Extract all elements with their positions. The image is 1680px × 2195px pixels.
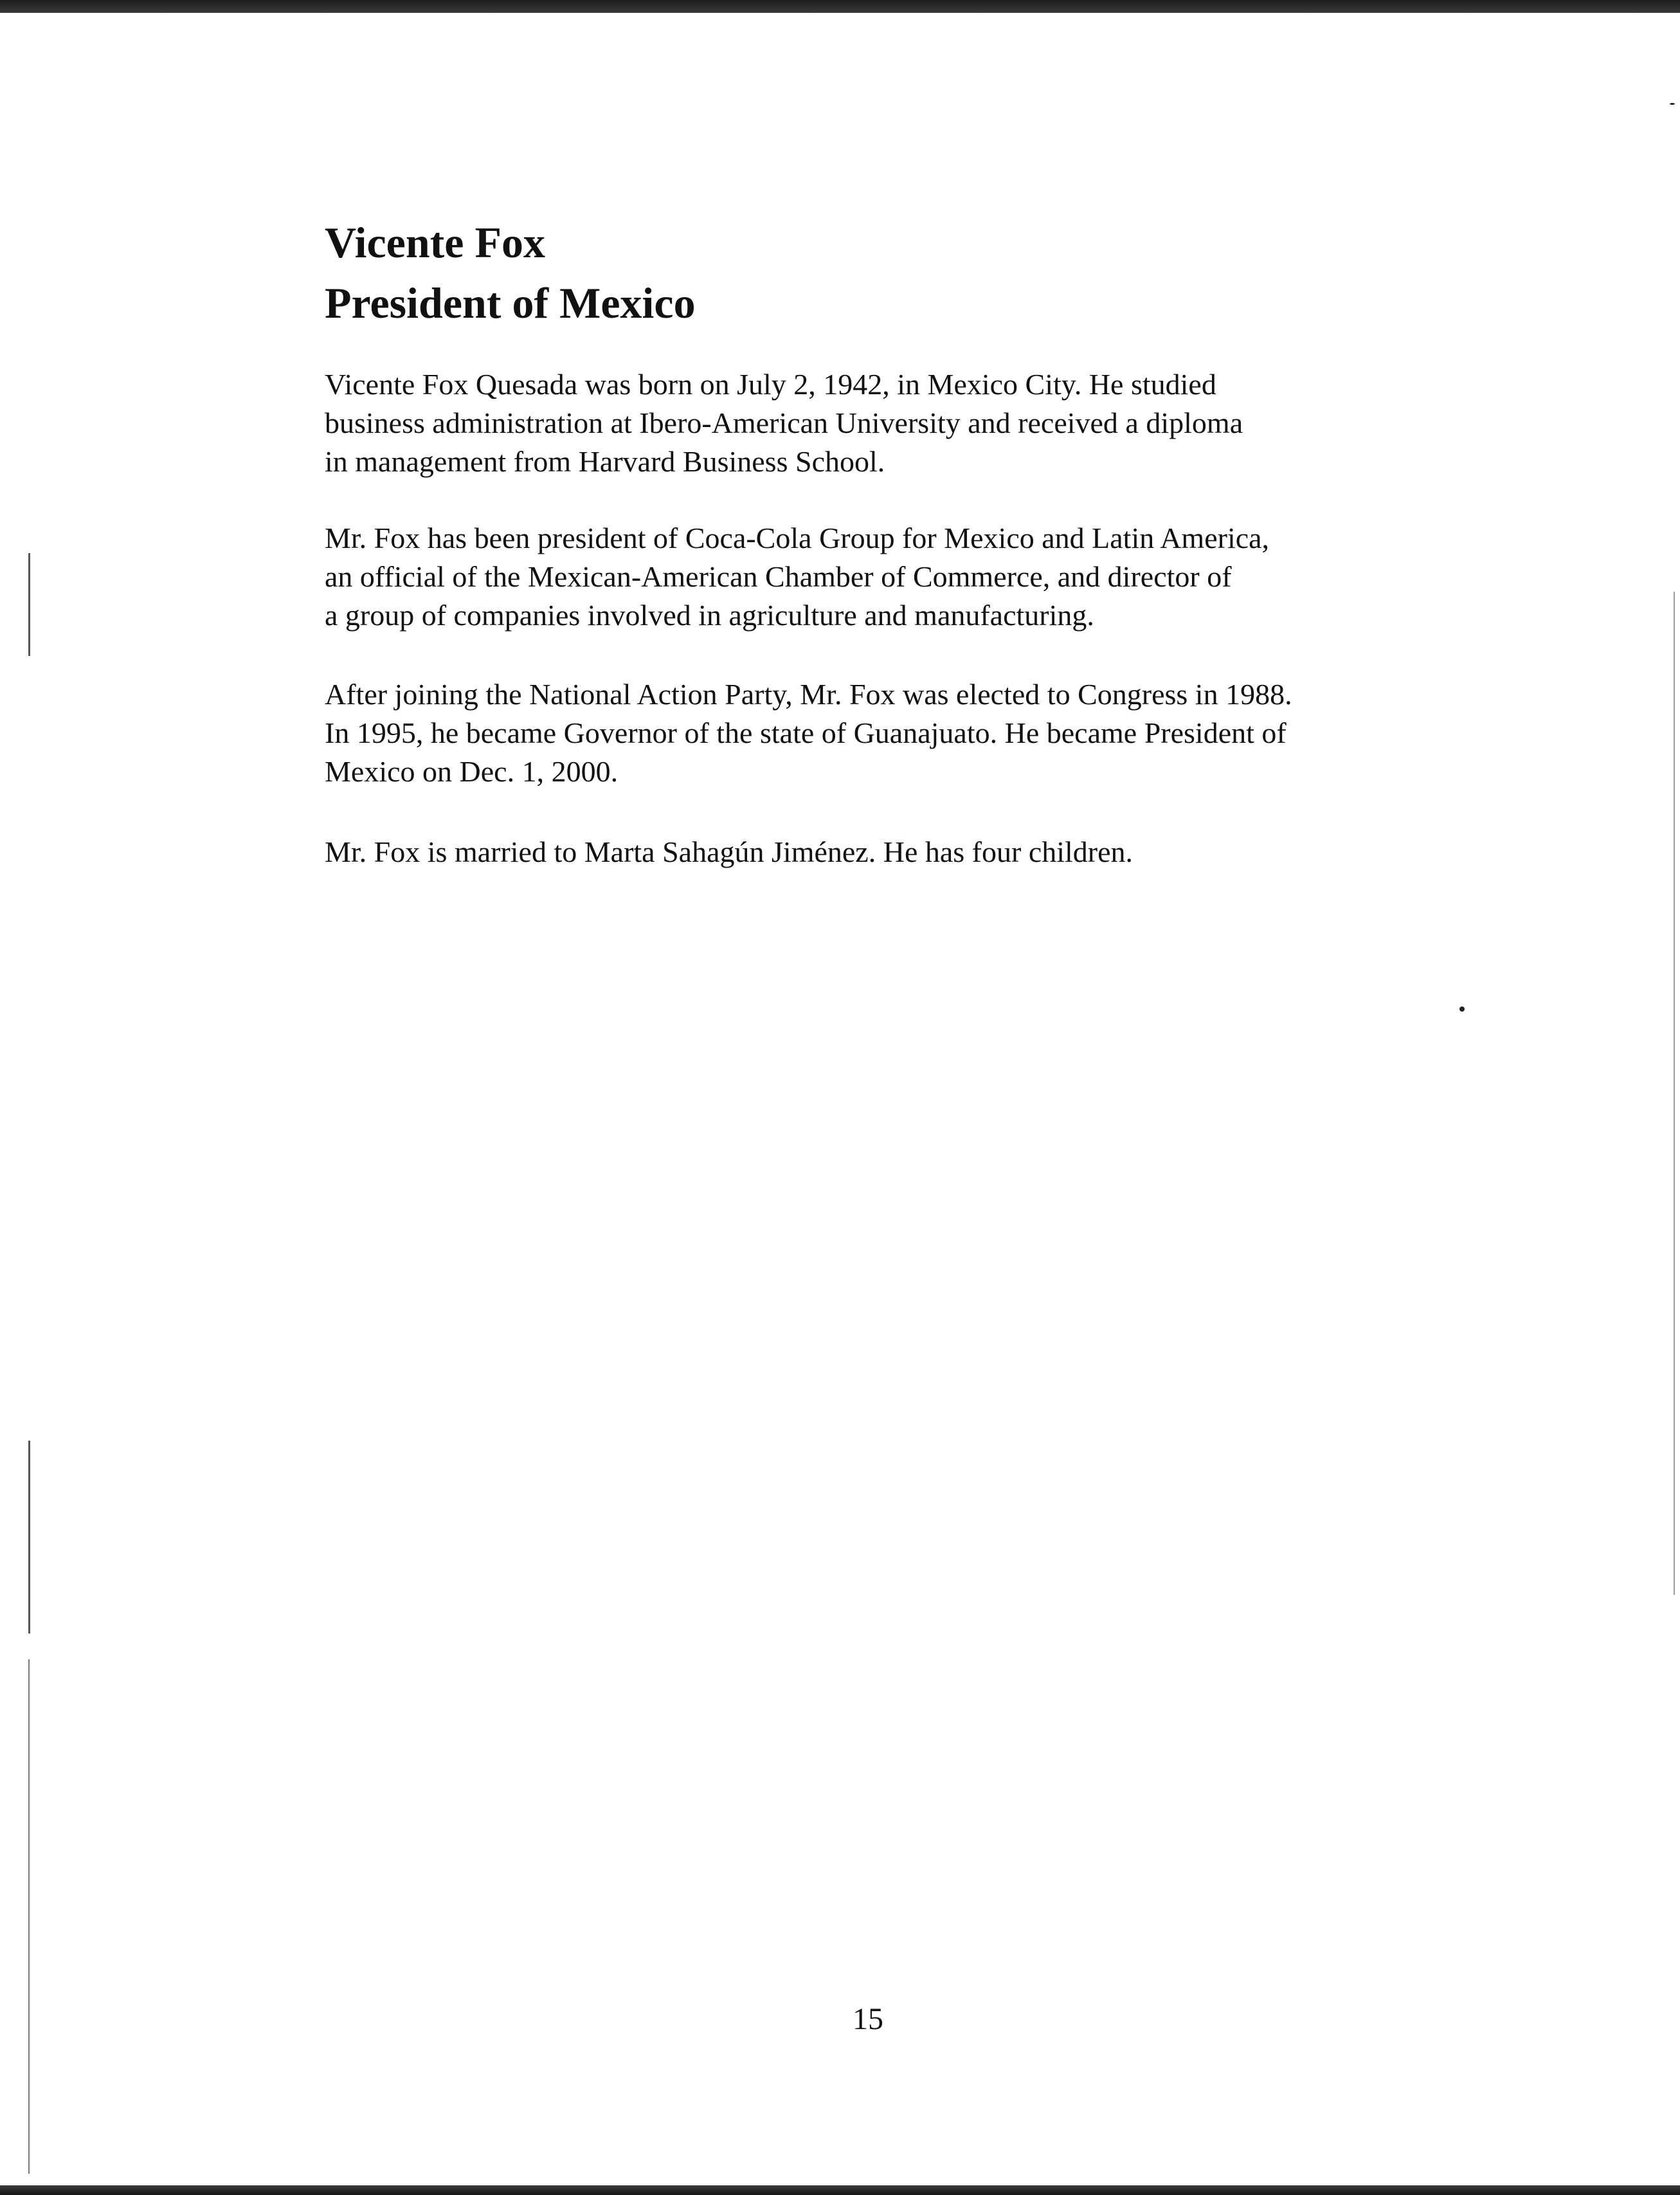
title-role: President of Mexico: [325, 278, 696, 327]
scan-speck: [1670, 103, 1675, 105]
title-name: Vicente Fox: [325, 218, 546, 267]
scan-edge-mark: [1674, 592, 1675, 1595]
paragraph-line: In 1995, he became Governor of the state of Guanajuato. He became President of: [325, 716, 1287, 749]
scan-border-bottom: [0, 2185, 1680, 2195]
paragraph-line: business administration at Ibero-American University and received a diploma: [325, 406, 1243, 439]
paragraph-line: Mr. Fox is married to Marta Sahagún Jiménez. He has four children.: [325, 835, 1134, 868]
scan-speck: [1459, 1006, 1465, 1012]
paragraph-family: [325, 833, 1133, 871]
scan-edge-mark: [28, 1659, 30, 2174]
paragraph-education: [325, 365, 1243, 481]
paragraph-line: in management from Harvard Business School.: [325, 445, 885, 478]
paragraph-political-career: [325, 675, 1292, 791]
scan-border-top: [0, 0, 1680, 13]
document-title: [325, 212, 696, 333]
paragraph-line: Mexico on Dec. 1, 2000.: [325, 755, 619, 788]
paragraph-line: After joining the National Action Party, Mr. Fox was elected to Congress in 1988.: [325, 678, 1292, 711]
paragraph-line: an official of the Mexican-American Chamber of Commerce, and director of: [325, 560, 1232, 593]
paragraph-line: a group of companies involved in agriculture and manufacturing.: [325, 599, 1094, 632]
paragraph-line: Mr. Fox has been president of Coca-Cola Group for Mexico and Latin America,: [325, 522, 1270, 554]
page-number: 15: [853, 2002, 883, 2036]
paragraph-line: Vicente Fox Quesada was born on July 2, 1942, in Mexico City. He studied: [325, 368, 1216, 401]
scan-edge-mark: [28, 553, 30, 656]
paragraph-business-career: [325, 519, 1269, 635]
scan-edge-mark: [28, 1441, 30, 1634]
